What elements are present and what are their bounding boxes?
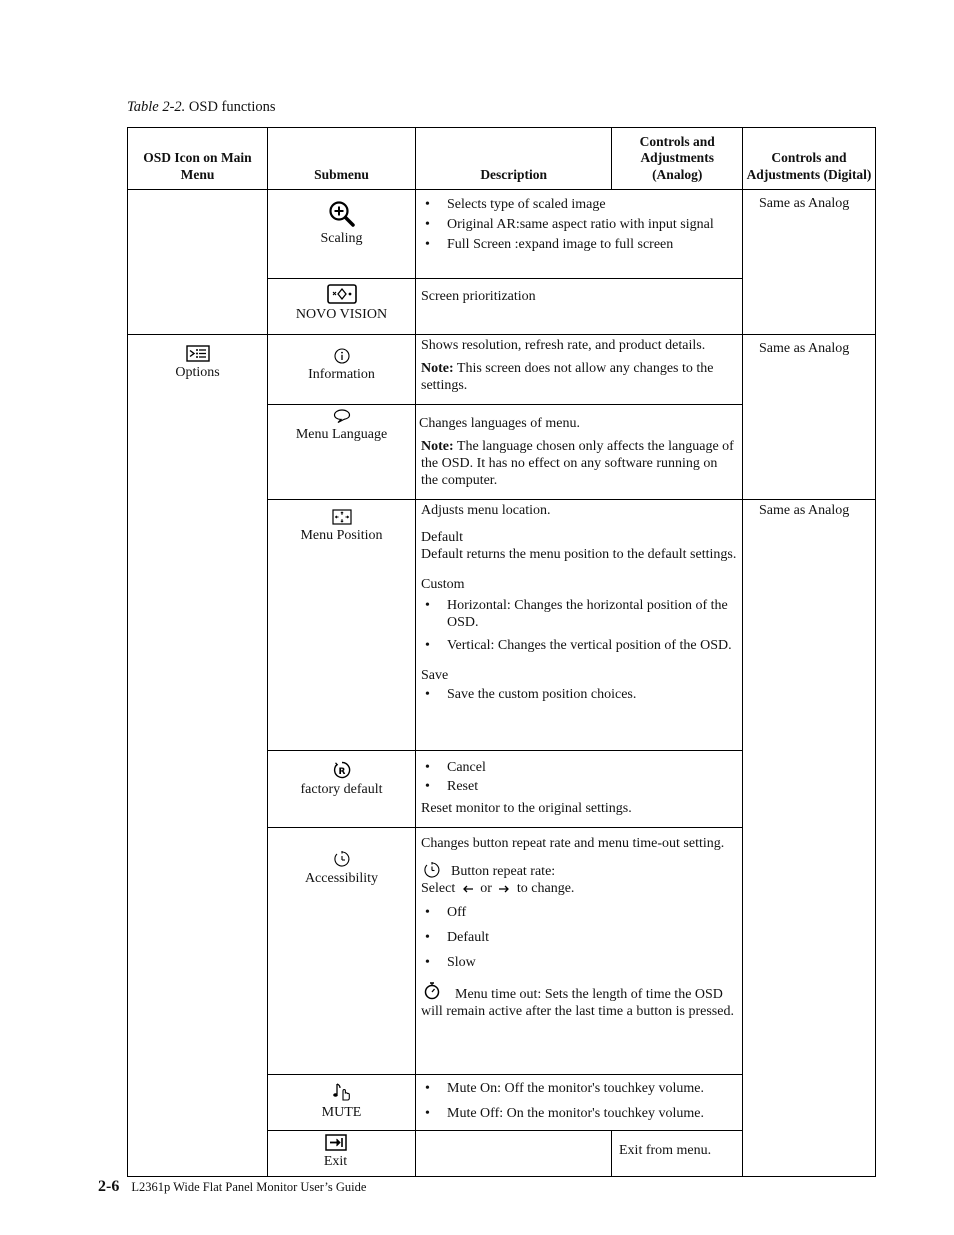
empty-icon-cell [128, 190, 268, 335]
empty-submenu-cell [416, 1131, 612, 1177]
options-icon [186, 345, 210, 362]
factory-default-icon [333, 761, 351, 779]
exit-icon [325, 1134, 347, 1151]
note-text: This screen does not allow any changes to the settings. [421, 361, 714, 393]
timer-icon [423, 861, 441, 879]
select-text: Select [421, 881, 456, 896]
submenu-information [268, 335, 416, 405]
zoom-in-icon [328, 200, 356, 228]
description-menu-language [416, 405, 743, 500]
novo-vision-icon [327, 284, 357, 304]
submenu-label: factory default [300, 782, 383, 797]
repeat-rate-title: Button repeat rate: [451, 864, 556, 879]
list-item: • Full Screen :expand image to full screen [421, 236, 737, 253]
header-icon: OSD Icon on Main Menu [128, 128, 268, 190]
table-title: OSD functions [188, 99, 276, 115]
default-text: Default returns the menu position to the default settings. [421, 547, 737, 562]
list-item: • Save the custom position choices. [421, 686, 737, 703]
information-icon [334, 348, 350, 364]
osd-functions-table [127, 127, 876, 1177]
table-caption [127, 99, 276, 116]
list-item: • Mute On: Off the monitor's touchkey volume. [421, 1080, 737, 1097]
list-item: • Reset [421, 778, 737, 795]
digital-menu-position: Same as Analog [743, 500, 876, 1177]
description-factory-default [416, 751, 743, 828]
description-accessibility [416, 828, 743, 1075]
list-item: • Mute Off: On the monitor's touchkey volume. [421, 1105, 737, 1122]
submenu-label: Scaling [320, 231, 363, 246]
description-menu-position [416, 500, 743, 751]
list-item: • Slow [421, 954, 737, 971]
submenu-scaling [268, 190, 416, 279]
digital-information: Same as Analog [743, 335, 876, 500]
list-item: • Vertical: Changes the vertical position of the OSD. [421, 637, 737, 654]
mute-icon [332, 1082, 352, 1102]
timeout-text: Menu time out: Sets the length of time the OSD will remain active after the last time a button is pressed. [421, 987, 734, 1019]
submenu-accessibility [268, 828, 416, 1075]
list-item: • Horizontal: Changes the horizontal position of the OSD. [421, 597, 737, 631]
submenu-mute [268, 1075, 416, 1131]
list-item: • Original AR:same aspect ratio with input signal [421, 216, 737, 233]
description-text: Changes languages of menu. [419, 416, 580, 431]
page-number: 2-6 [98, 1178, 120, 1195]
header-desc-analog [416, 128, 743, 190]
custom-title: Custom [421, 577, 465, 592]
header-analog: Controls and Adjustments (Analog) [611, 128, 742, 189]
description-text: Adjusts menu location. [421, 503, 551, 518]
description-text: Reset monitor to the original settings. [421, 801, 632, 816]
description-scaling [416, 190, 743, 279]
table-row [128, 190, 876, 279]
header-submenu: Submenu [268, 128, 416, 190]
stopwatch-icon [423, 981, 441, 1000]
language-icon [333, 408, 351, 424]
list-item: • Default [421, 929, 737, 946]
submenu-menu-position [268, 500, 416, 751]
main-menu-options [128, 335, 268, 1177]
list-item: • Cancel [421, 759, 737, 776]
description-text: Changes button repeat rate and menu time-out setting. [421, 836, 725, 851]
submenu-label: Menu Position [300, 528, 383, 543]
main-menu-label: Options [175, 365, 220, 381]
select-post: to change. [516, 881, 575, 896]
default-title: Default [421, 530, 463, 545]
arrow-right-icon [498, 884, 510, 894]
save-title: Save [421, 668, 449, 683]
description-mute [416, 1075, 743, 1131]
arrow-left-icon [462, 884, 474, 894]
submenu-label: NOVO VISION [295, 307, 388, 322]
header-row [128, 128, 876, 190]
submenu-label: Menu Language [295, 427, 388, 442]
submenu-menu-language [268, 405, 416, 500]
note-label: Note: [421, 361, 454, 376]
header-digital: Controls and Adjustments (Digital) [743, 128, 876, 190]
main-menu-label: Exit [323, 1154, 348, 1170]
submenu-factory-default [268, 751, 416, 828]
description-exit: Exit from menu. [612, 1131, 876, 1177]
digital-scaling: Same as Analog [743, 190, 876, 335]
description-text: Shows resolution, refresh rate, and product details. [421, 338, 706, 353]
list-item: • Off [421, 904, 737, 921]
submenu-label: Information [308, 367, 375, 382]
description-information [416, 335, 743, 405]
table-number: Table 2-2. [127, 99, 186, 115]
guide-title: L2361p Wide Flat Panel Monitor User’s Guide [131, 1180, 367, 1194]
table-row [128, 335, 876, 405]
svg-text:R: R [338, 766, 345, 777]
submenu-label: Accessibility [304, 871, 379, 886]
page-footer [98, 1178, 366, 1196]
main-menu-exit [268, 1131, 416, 1177]
header-description: Description [480, 166, 548, 182]
description-novo-vision: Screen prioritization [416, 279, 876, 335]
submenu-novo-vision [268, 279, 416, 335]
note-label: Note: [421, 439, 454, 454]
submenu-label: MUTE [321, 1105, 362, 1120]
menu-position-icon [332, 509, 352, 525]
list-item: • Selects type of scaled image [421, 196, 737, 213]
select-or: or [480, 881, 492, 896]
accessibility-icon [333, 850, 351, 868]
note-text: The language chosen only affects the language of the OSD. It has no effect on any software running on the computer. [421, 439, 734, 488]
